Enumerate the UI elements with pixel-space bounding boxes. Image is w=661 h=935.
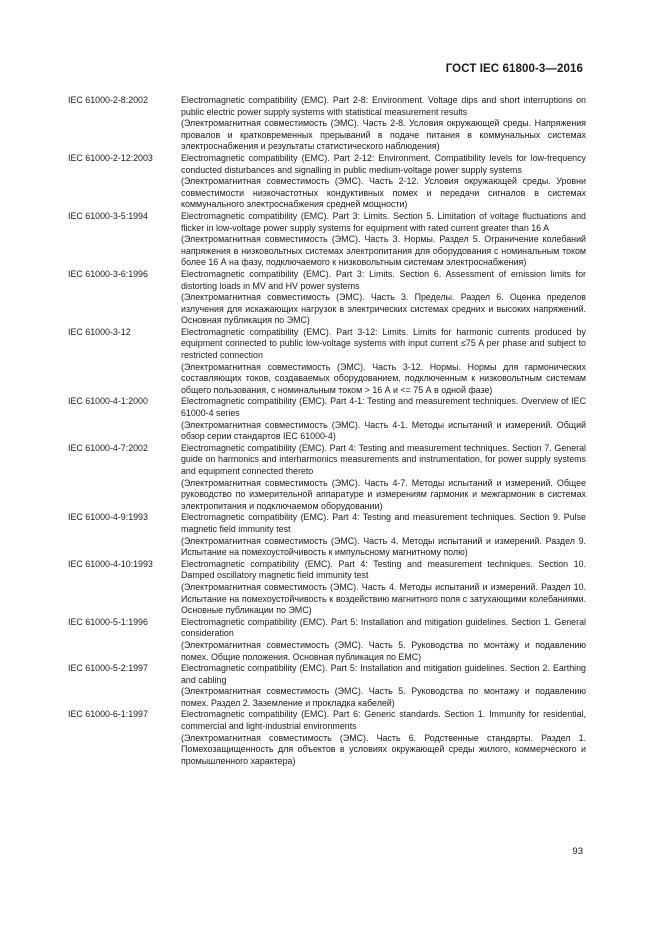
reference-title-en: Electromagnetic compatibility (EMC). Part 4: Testing and measurement techniques. Section 7. General guide on harmonics and interharmonics measurements and instrumentation, for power supply systems and equipment connected thereto: [181, 442, 586, 476]
reference-entry: [68, 211, 586, 269]
reference-description: [181, 559, 586, 617]
reference-title-en: Electromagnetic compatibility (EMC). Part 6: Generic standards. Section 1. Immunity for residential, commercial and light-industrial environments: [181, 709, 586, 732]
reference-description: [181, 663, 586, 709]
reference-code: IEC 61000-4-7:2002: [68, 442, 148, 453]
reference-title-ru: (Электромагнитная совместимость (ЭМС). Часть 3. Пределы. Раздел 6. Оценка пределов излучения для искажающих нагрузок в электрических системах средних и высоких напряжений. Основная публикация по ЭМС): [181, 292, 586, 326]
reference-entry: [68, 153, 586, 211]
reference-title-en: Electromagnetic compatibility (EMC). Part 2-8: Environment. Voltage dips and short interruptions on public electric power supply systems with statistical measurement results: [181, 95, 586, 117]
reference-code: IEC 61000-4-10:1993: [68, 558, 153, 569]
reference-description: [181, 512, 586, 558]
reference-description: [181, 269, 586, 327]
reference-code: IEC 61000-5-1:1996: [68, 616, 148, 627]
document-header: ГОСТ IEC 61800-3—2016: [445, 63, 583, 75]
reference-title-en: Electromagnetic compatibility (EMC). Part 4-1: Testing and measurement techniques. Overview of IEC 61000-4 series: [181, 396, 586, 419]
reference-code: IEC 61000-5-2:1997: [68, 663, 148, 674]
reference-title-ru: (Электромагнитная совместимость (ЭМС). Часть 2-8. Условия окружающей среды. Напряжения провалов и кратковременных прерываний в подаче питания в коммунальных системах электроснабжения и результаты статистического наблюдения): [181, 118, 586, 152]
reference-entry: [68, 327, 586, 397]
reference-title-en: Electromagnetic compatibility (EMC). Part 3-12: Limits. Limits for harmonic currents produced by equipment connected to public low-voltage systems with input current ≤75 A per phase and subject to restricted connection: [181, 326, 586, 361]
reference-entry: [68, 512, 586, 558]
reference-title-en: Electromagnetic compatibility (EMC). Part 4: Testing and measurement techniques. Section 10. Damped oscillatory magnetic field immunity test: [181, 558, 586, 581]
reference-title-ru: (Электромагнитная совместимость (ЭМС). Часть 4. Методы испытаний и измерений. Раздел 9. Испытание на помехоустойчивость к импульсному магнитному полю): [181, 535, 586, 558]
reference-entry: [68, 443, 586, 513]
reference-title-ru: (Электромагнитная совместимость (ЭМС). Часть 4-1. Методы испытаний и измерений. Общий обзор серии стандартов IEC 61000-4): [181, 419, 586, 442]
reference-code: IEC 61000-4-9:1993: [68, 512, 148, 523]
reference-entry: [68, 663, 586, 709]
reference-code: IEC 61000-3-6:1996: [68, 268, 148, 279]
reference-description: [181, 617, 586, 663]
reference-title-en: Electromagnetic compatibility (EMC). Part 5: Installation and mitigation guidelines. Section 2. Earthing and cabling: [181, 663, 586, 685]
reference-code: IEC 61000-6-1:1997: [68, 709, 148, 720]
reference-description: [181, 443, 586, 513]
reference-title-ru: (Электромагнитная совместимость (ЭМС). Часть 6. Родственные стандарты. Раздел 1. Помехозащищенность для объектов в условиях окружающей среды жилого, коммерческого и промышленного характера): [181, 732, 586, 766]
reference-code: IEC 61000-2-8:2002: [68, 95, 148, 105]
reference-title-ru: (Электромагнитная совместимость (ЭМС). Часть 4-7. Методы испытаний и измерений. Общее руководство по измерительной аппаратуре и измерениям гармоник и межгармоник в системах электропитания и подключаемом оборудовании): [181, 477, 586, 511]
reference-entry: [68, 709, 586, 767]
reference-entry: [68, 269, 586, 327]
reference-description: [181, 153, 586, 211]
reference-title-ru: (Электромагнитная совместимость (ЭМС). Часть 5. Руководства по монтажу и подавлению помех. Раздел 2. Заземление и прокладка кабелей): [181, 686, 586, 708]
reference-description: [181, 396, 586, 442]
reference-entry: [68, 95, 586, 153]
reference-description: [181, 95, 586, 153]
reference-title-en: Electromagnetic compatibility (EMC). Part 3: Limits. Section 6. Assessment of emission limits for distorting loads in MV and HV power systems: [181, 268, 586, 291]
reference-title-ru: (Электромагнитная совместимость (ЭМС). Часть 3-12. Нормы. Нормы для гармонических составляющих токов, создаваемых оборудованием, подключенным к низковольтным системам общего пользования, с номинальным током > 16 А и <= 75 А в одной фазе): [181, 361, 586, 395]
reference-entry: [68, 617, 586, 663]
reference-code: IEC 61000-4-1:2000: [68, 396, 148, 407]
reference-description: [181, 327, 586, 397]
reference-code: IEC 61000-3-12: [68, 326, 131, 337]
reference-entry: [68, 396, 586, 442]
page-number: 93: [572, 846, 583, 857]
reference-title-ru: (Электромагнитная совместимость (ЭМС). Часть 2-12. Условия окружающей среды. Уровни совместимости низкочастотных кондуктивных помех и передачи сигналов в системах коммунального электроснабжения средней мощности): [181, 176, 586, 210]
reference-list: [68, 95, 586, 767]
reference-code: IEC 61000-2-12:2003: [68, 152, 153, 163]
reference-description: [181, 709, 586, 767]
reference-title-ru: (Электромагнитная совместимость (ЭМС). Часть 3. Нормы. Раздел 5. Ограничение колебаний напряжения в низковольтных системах электропитания для оборудования с номинальным током более 16 А на фазу, подключаемого к низковольтным системам электроснабжения): [181, 234, 586, 268]
reference-title-en: Electromagnetic compatibility (EMC). Part 2-12: Environment. Compatibility levels for low-frequency conducted disturbances and signalling in public medium-voltage power supply systems: [181, 152, 586, 175]
reference-title-ru: (Электромагнитная совместимость (ЭМС). Часть 5. Руководства по монтажу и подавлению помех. Общие положения. Основная публикация по ЕМС): [181, 639, 586, 662]
reference-title-en: Electromagnetic compatibility (EMC). Part 5: Installation and mitigation guidelines. Section 1. General consideration: [181, 616, 586, 639]
reference-title-ru: (Электромагнитная совместимость (ЭМС). Часть 4. Методы испытаний и измерений. Раздел 10. Испытание на помехоустойчивость к воздействию магнитного поля с затухающими колебаниями. Основные публикации по ЭМС): [181, 581, 586, 616]
reference-title-en: Electromagnetic compatibility (EMC). Part 4: Testing and measurement techniques. Section 9. Pulse magnetic field immunity test: [181, 512, 586, 534]
reference-title-en: Electromagnetic compatibility (EMC). Part 3: Limits. Section 5. Limitation of voltage fluctuations and flicker in low-voltage power supply systems for equipment with rated current greater than 16 A: [181, 210, 586, 233]
reference-entry: [68, 559, 586, 617]
reference-description: [181, 211, 586, 269]
reference-code: IEC 61000-3-5:1994: [68, 210, 148, 221]
